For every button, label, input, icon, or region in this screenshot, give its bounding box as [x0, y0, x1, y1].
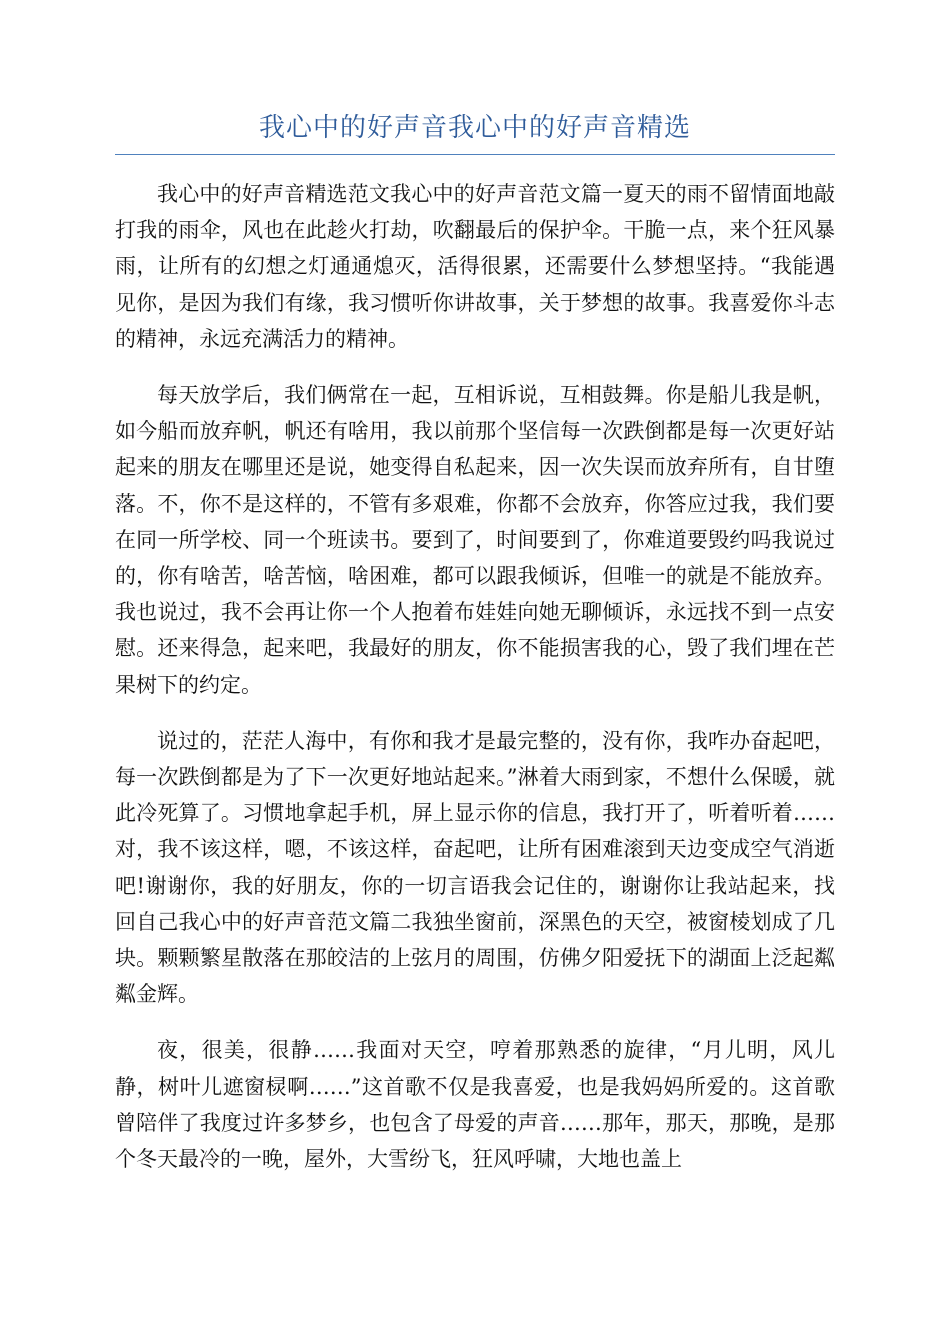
paragraph-1: 我心中的好声音精选范文我心中的好声音范文篇一夏天的雨不留情面地敲打我的雨伞，风也在此趁火打劫，吹翻最后的保护伞。干脆一点，来个狂风暴雨，让所有的幻想之灯通通熄灭，活得很累，还需要什么梦想坚持。“我能遇见你，是因为我们有缘，我习惯听你讲故事，关于梦想的故事。我喜爱你斗志的精神，永远充满活力的精神。	[115, 182, 835, 351]
document-body	[115, 176, 835, 1197]
paragraph-2: 每天放学后，我们俩常在一起，互相诉说，互相鼓舞。你是船儿我是帆，如今船而放弃帆，帆还有啥用，我以前那个坚信每一次跌倒都是每一次更好站起来的朋友在哪里还是说，她变得自私起来，因一次失误而放弃所有，自甘堕落。不，你不是这样的，不管有多艰难，你都不会放弃，你答应过我，我们要在同一所学校、同一个班读书。要到了，时间要到了，你难道要毁约吗我说过的，你有啥苦，啥苦恼，啥困难，都可以跟我倾诉，但唯一的就是不能放弃。我也说过，我不会再让你一个人抱着布娃娃向她无聊倾诉，永远找不到一点安慰。还来得急，起来吧，我最好的朋友，你不能损害我的心，毁了我们埋在芒果树下的约定。	[115, 383, 835, 697]
paragraph-3: 说过的，茫茫人海中，有你和我才是最完整的，没有你，我咋办奋起吧，每一次跌倒都是为了下一次更好地站起来。”淋着大雨到家，不想什么保暖，就此冷死算了。习惯地拿起手机，屏上显示你的信息，我打开了，听着听着……对，我不该这样，嗯，不该这样，奋起吧，让所有困难滚到天边变成空气消逝吧!谢谢你，我的好朋友，你的一切言语我会记住的，谢谢你让我站起来，找回自己我心中的好声音范文篇二我独坐窗前，深黑色的天空，被窗棱划成了几块。颗颗繁星散落在那皎洁的上弦月的周围，仿佛夕阳爱抚下的湖面上泛起粼粼金辉。	[115, 728, 835, 1007]
document-title: 我心中的好声音我心中的好声音精选	[258, 113, 691, 143]
paragraph-4: 夜，很美，很静……我面对天空，哼着那熟悉的旋律，“月儿明，风儿静，树叶儿遮窗棂啊……”这首歌不仅是我喜爱，也是我妈妈所爱的。这首歌曾陪伴了我度过许多梦乡，也包含了母爱的声音……那年，那天，那晚，是那个冬天最冷的一晚，屋外，大雪纷飞，狂风呼啸，大地也盖上	[115, 1038, 835, 1172]
title-block	[115, 108, 835, 155]
